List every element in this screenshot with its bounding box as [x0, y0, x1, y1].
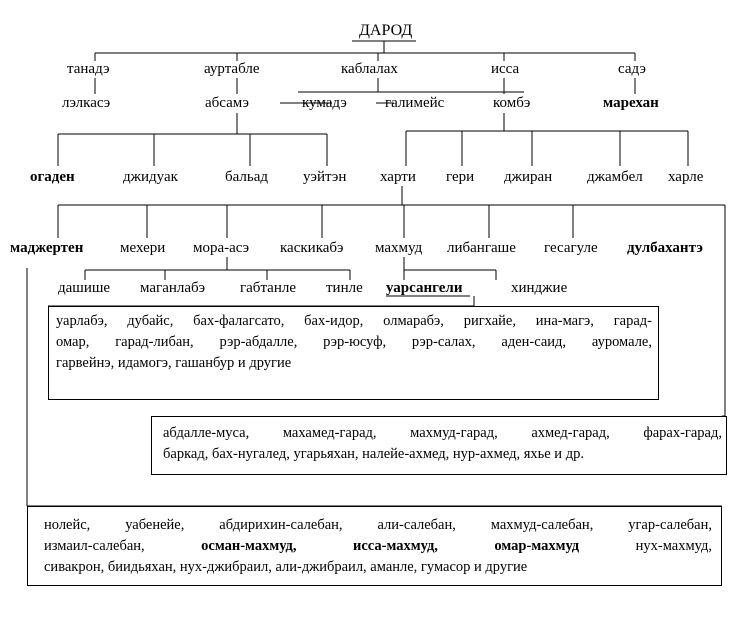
box3-line-2 — [44, 536, 712, 557]
clan-harle: харле — [668, 169, 704, 185]
clan-geri: гери — [446, 169, 475, 185]
clan-dzhiran: джиран — [504, 169, 553, 185]
clan-issa: исса — [491, 61, 520, 77]
bold-clan-osman-mahmud: осман-махмуд, — [201, 538, 297, 554]
box3-line-1: нолейс, уабенейе, абдирихин-салебан, али-салебан, махмуд-салебан, угар-салебан, — [44, 517, 712, 533]
clan-dulbahante: дулбахантэ — [627, 240, 703, 256]
box3-line-3: сивакрон, биидьяхан, нух-джибраил, али-джибраил, аманле, гумасор и другие — [44, 559, 528, 575]
clan-dzhambel: джамбел — [587, 169, 643, 185]
clan-hindzhie: хинджие — [511, 280, 568, 296]
bold-clan-omar-mahmud: омар-махмуд — [494, 538, 580, 554]
clan-kaskikabe: каскикабэ — [280, 240, 344, 256]
clan-galimeis: галимейс — [385, 95, 445, 111]
clan-sade: садэ — [618, 61, 646, 77]
clan-tinle: тинле — [326, 280, 363, 296]
box3-line-2-start: измаил-салебан, — [44, 538, 145, 554]
box2-line-2: баркад, бах-нугалед, угарьяхан, налейе-ахмед, нур-ахмед, яхье и др. — [163, 446, 584, 462]
clan-mora-ase: мора-асэ — [193, 240, 250, 256]
uarsangeli-subclans-box — [48, 306, 659, 400]
root-clan-darod: ДАРОД — [359, 22, 413, 39]
clan-kumade: кумадэ — [302, 95, 347, 111]
dulbahante-subclans-box — [151, 416, 727, 475]
clan-dashishe: дашише — [58, 280, 111, 296]
clan-mahmud: махмуд — [375, 240, 423, 256]
clan-balyad: бальад — [225, 169, 269, 185]
clan-marehan: марехан — [603, 95, 659, 111]
clan-libangashe: либангаше — [447, 240, 516, 256]
box1-line-1: уарлабэ, дубайс, бах-фалагсато, бах-идор, олмарабэ, ригхайе, ина-магэ, гарад- — [56, 313, 652, 329]
bold-clan-issa-mahmud: исса-махмуд, — [353, 538, 438, 554]
clan-ogaden: огаден — [30, 169, 75, 185]
clan-lelkase: лэлкасэ — [62, 95, 111, 111]
clan-maganlabe: маганлабэ — [140, 280, 206, 296]
clan-absame: абсамэ — [205, 95, 249, 111]
clan-tanade: танадэ — [67, 61, 110, 77]
clan-ueiten: уэйтэн — [303, 169, 347, 185]
clan-aurtable: ауртабле — [204, 61, 260, 77]
clan-kablalah: каблалах — [341, 61, 398, 77]
clan-uarsangeli: уарсангели — [386, 280, 463, 296]
clan-gesagule: гесагуле — [544, 240, 598, 256]
clan-madzherten: маджертен — [10, 240, 84, 256]
clan-dzhiduak: джидуак — [123, 169, 178, 185]
clan-harti: харти — [380, 169, 416, 185]
box1-line-2: омар, гарад-либан, рэр-абдалле, рэр-юсуф, рэр-салах, аден-саид, ауромале, — [56, 334, 652, 350]
box2-line-1: абдалле-муса, махамед-гарад, махмуд-гарад, ахмед-гарад, фарах-гарад, — [163, 425, 722, 441]
clan-gabtanle: габтанле — [240, 280, 297, 296]
clan-meheri: мехери — [120, 240, 166, 256]
madzherten-subclans-box — [27, 506, 722, 586]
box1-line-3: гарвейнэ, идамогэ, гашанбур и другие — [56, 355, 292, 371]
clan-kombe: комбэ — [493, 95, 531, 111]
box3-line-2-end: нух-махмуд, — [635, 538, 713, 554]
